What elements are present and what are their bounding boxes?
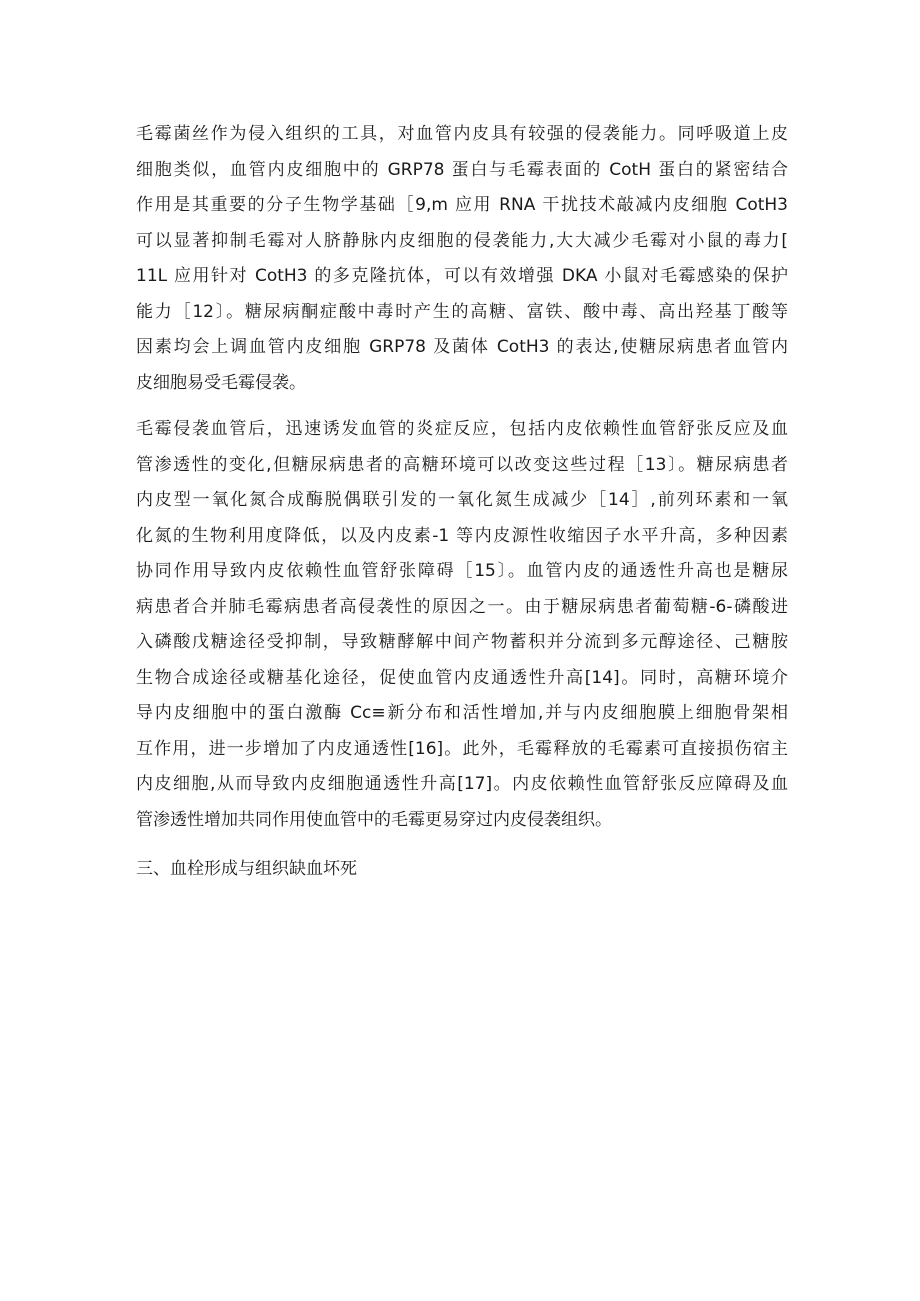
text-line: 可以显著抑制毛霉对人脐静脉内皮细胞的侵袭能力,大大减少毛霉对小鼠的毒力[ <box>136 230 788 251</box>
paragraph-2 <box>136 412 788 838</box>
text-line: 病患者合并肺毛霉病患者高侵袭性的原因之一。由于糖尿病患者葡萄糖-6-磷酸进 <box>136 596 788 617</box>
text-line: 毛霉菌丝作为侵入组织的工具，对血管内皮具有较强的侵袭能力。同呼吸道上皮 <box>136 124 788 144</box>
paragraph-spacer <box>136 838 788 852</box>
text-line: 皮细胞易受毛霉侵袭。 <box>136 372 306 393</box>
text-line: 导内皮细胞中的蛋白激酶 Cc≡新分布和活性增加,并与内皮细胞膜上细胞骨架相 <box>136 703 788 723</box>
text-line: 毛霉侵袭血管后，迅速诱发血管的炎症反应，包括内皮依赖性血管舒张反应及血 <box>136 419 788 439</box>
text-line: 因素均会上调血管内皮细胞 GRP78 及菌体 CotH3 的表达,使糖尿病患者血管内 <box>136 337 788 357</box>
text-line: 化氮的生物利用度降低，以及内皮素-1 等内皮源性收缩因子水平升高，多种因素 <box>136 525 788 546</box>
text-line: 内皮型一氧化氮合成酶脱偶联引发的一氧化氮生成减少［14］,前列环素和一氧 <box>136 490 788 510</box>
text-line: 互作用，进一步增加了内皮通透性[16]。此外，毛霉释放的毛霉素可直接损伤宿主 <box>136 738 788 759</box>
text-line: 内皮细胞,从而导致内皮细胞通透性升高[17]。内皮依赖性血管舒张反应障碍及血 <box>136 774 788 794</box>
text-line: 细胞类似，血管内皮细胞中的 GRP78 蛋白与毛霉表面的 CotH 蛋白的紧密结合 <box>136 159 788 180</box>
text-line: 生物合成途径或糖基化途径，促使血管内皮通透性升高[14]。同时，高糖环境介 <box>136 667 788 688</box>
text-line: 能力［12〕。糖尿病酮症酸中毒时产生的高糖、富铁、酸中毒、高出羟基丁酸等 <box>136 301 788 322</box>
text-line: 入磷酸戊糖途径受抑制，导致糖酵解中间产物蓄积并分流到多元醇途径、己糖胺 <box>136 632 788 652</box>
paragraph-1 <box>136 117 788 401</box>
document-body <box>136 117 788 888</box>
text-line: 管渗透性的变化,但糖尿病患者的高糖环境可以改变这些过程［13〕。糖尿病患者 <box>136 454 788 475</box>
paragraph-spacer <box>136 401 788 412</box>
text-line: 作用是其重要的分子生物学基础［9,m 应用 RNA 干扰技术敲减内皮细胞 CotH3 <box>136 195 788 215</box>
section-heading: 三、血栓形成与组织缺血坏死 <box>136 859 357 879</box>
text-line: 11L 应用针对 CotH3 的多克隆抗体，可以有效增强 DKA 小鼠对毛霉感染的保护 <box>136 266 788 286</box>
text-line: 协同作用导致内皮依赖性血管舒张障碍［15〕。血管内皮的通透性升高也是糖尿 <box>136 561 788 581</box>
text-line: 管渗透性增加共同作用使血管中的毛霉更易穿过内皮侵袭组织。 <box>136 809 612 830</box>
